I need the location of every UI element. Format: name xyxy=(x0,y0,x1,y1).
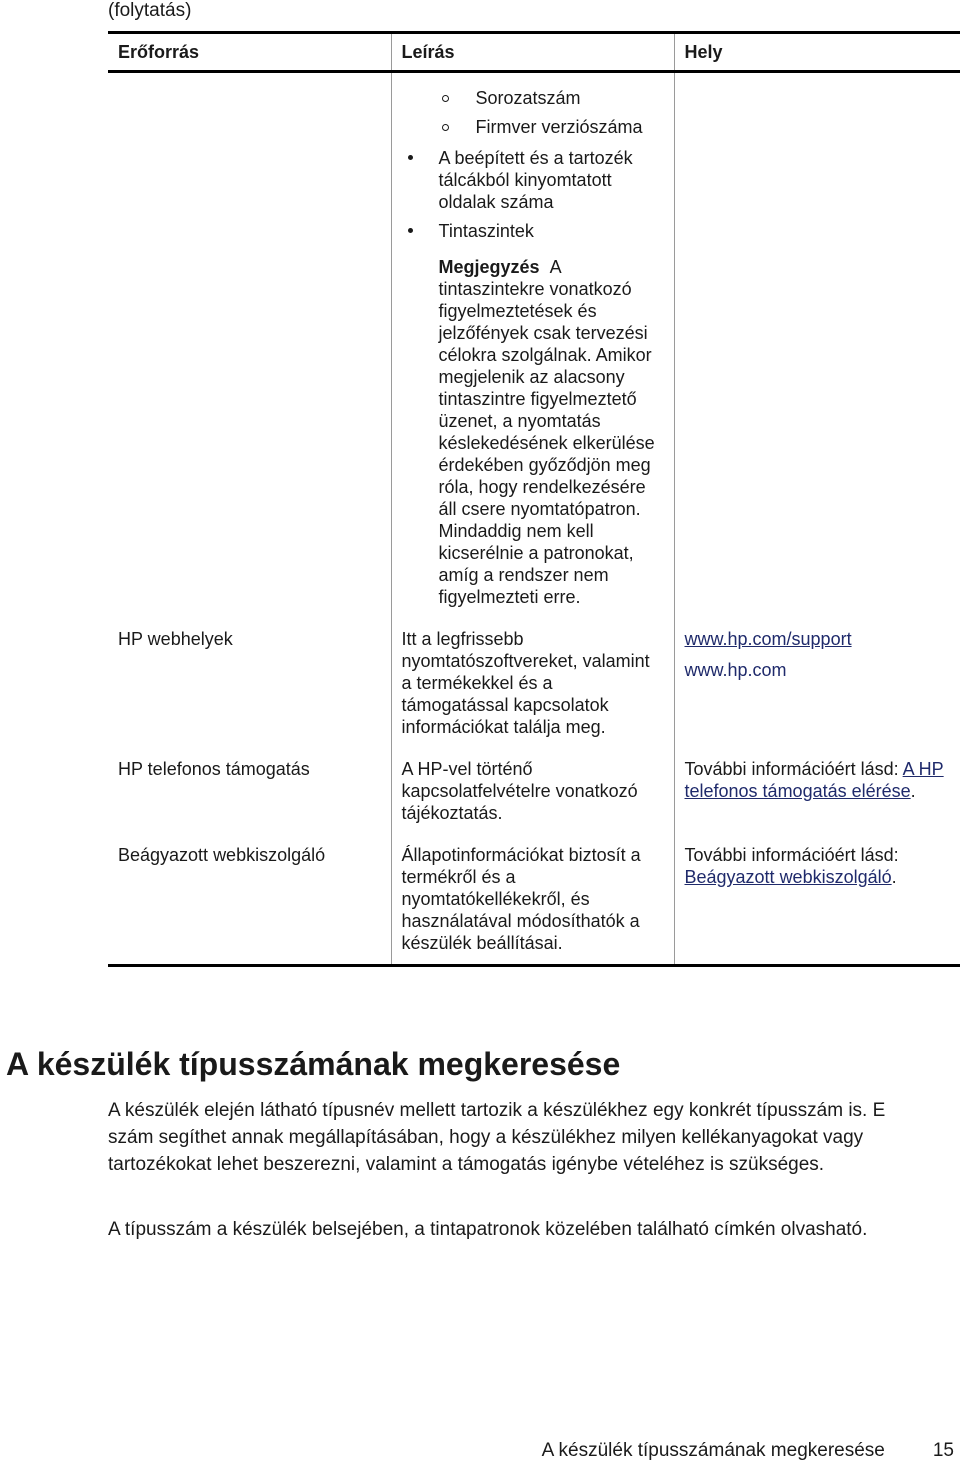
table-row xyxy=(108,72,960,619)
table-row xyxy=(108,834,960,966)
description-cell: Állapotinformációkat biztosít a termékről és a nyomtatókellékekről, és használatával módosíthatók a készülék beállításai. xyxy=(391,834,674,966)
location-suffix: . xyxy=(910,781,916,801)
sub-list xyxy=(402,87,664,138)
location-prefix: További információért lásd: xyxy=(684,759,903,779)
hp-support-link[interactable]: www.hp.com/support xyxy=(684,629,852,649)
location-cell xyxy=(674,72,960,619)
hp-home-link[interactable]: www.hp.com xyxy=(684,660,787,680)
section-paragraph-1: A készülék elején látható típusnév mellett tartozik a készülékhez egy konkrét típusszám is. E szám segíthet annak megállapításában, hogy a készülékhez milyen kellékanyagokat vagy tartozékokat lehet beszerezni, valamint a támogatás igénybe vételéhez is szükséges. xyxy=(108,1100,886,1175)
column-header-resource: Erőforrás xyxy=(108,33,391,72)
resource-cell xyxy=(108,72,391,619)
section-title: A készülék típusszámának megkeresése xyxy=(6,1046,621,1082)
column-header-description: Leírás xyxy=(391,33,674,72)
resource-cell: Beágyazott webkiszolgáló xyxy=(108,834,391,966)
page-number: 15 xyxy=(932,1440,954,1461)
continued-label: (folytatás) xyxy=(108,0,192,21)
location-prefix: További információért lásd: xyxy=(684,845,899,865)
description-cell: Itt a legfrissebb nyomtatószoftvereket, valamint a termékekkel és a támogatással kapcsolatok információkat találja meg. xyxy=(391,618,674,748)
section-paragraph-2: A típusszám a készülék belsejében, a tintapatronok közelében található címkén olvasható. xyxy=(108,1219,868,1240)
list-item: A beépített és a tartozék tálcákból kinyomtatott oldalak száma xyxy=(439,147,664,213)
bullet-list xyxy=(402,147,664,242)
description-cell xyxy=(391,72,674,619)
list-item: Tintaszintek xyxy=(439,220,664,242)
column-header-location: Hely xyxy=(674,33,960,72)
page-footer xyxy=(542,1440,954,1462)
resource-cell: HP telefonos támogatás xyxy=(118,759,310,779)
table-row xyxy=(108,748,960,834)
table-header-row xyxy=(108,33,960,72)
table-row xyxy=(108,618,960,748)
description-cell: A HP-vel történő kapcsolatfelvételre vonatkozó tájékoztatás. xyxy=(391,748,674,834)
note-text: A tintaszintekre vonatkozó figyelmeztetések és jelzőfények csak tervezési célokra szolgálnak. Amikor megjelenik az alacsony tintaszintre figyelmeztető üzenet, a nyomtatás késlekedésének elkerülése érdekében győződjön meg róla, hogy rendelkezésére áll csere nyomtatópatron. Mindaddig nem kell kicserélnie a patronokat, amíg a rendszer nem figyelmezteti erre. xyxy=(438,257,655,607)
location-cell xyxy=(674,834,960,966)
location-cell xyxy=(674,748,960,834)
resources-table xyxy=(108,31,960,967)
phone-support-link[interactable]: A HP telefonos támogatás elérése xyxy=(684,759,944,801)
embedded-web-server-link[interactable]: Beágyazott webkiszolgáló xyxy=(684,867,892,887)
location-cell xyxy=(674,618,960,748)
footer-title: A készülék típusszámának megkeresése xyxy=(541,1440,885,1461)
list-item: Sorozatszám xyxy=(476,87,664,109)
location-suffix: . xyxy=(891,867,897,887)
note-label: Megjegyzés xyxy=(438,257,540,277)
resource-cell: HP webhelyek xyxy=(118,629,233,649)
list-item: Firmver verziószáma xyxy=(476,116,664,138)
note-block xyxy=(439,256,664,608)
